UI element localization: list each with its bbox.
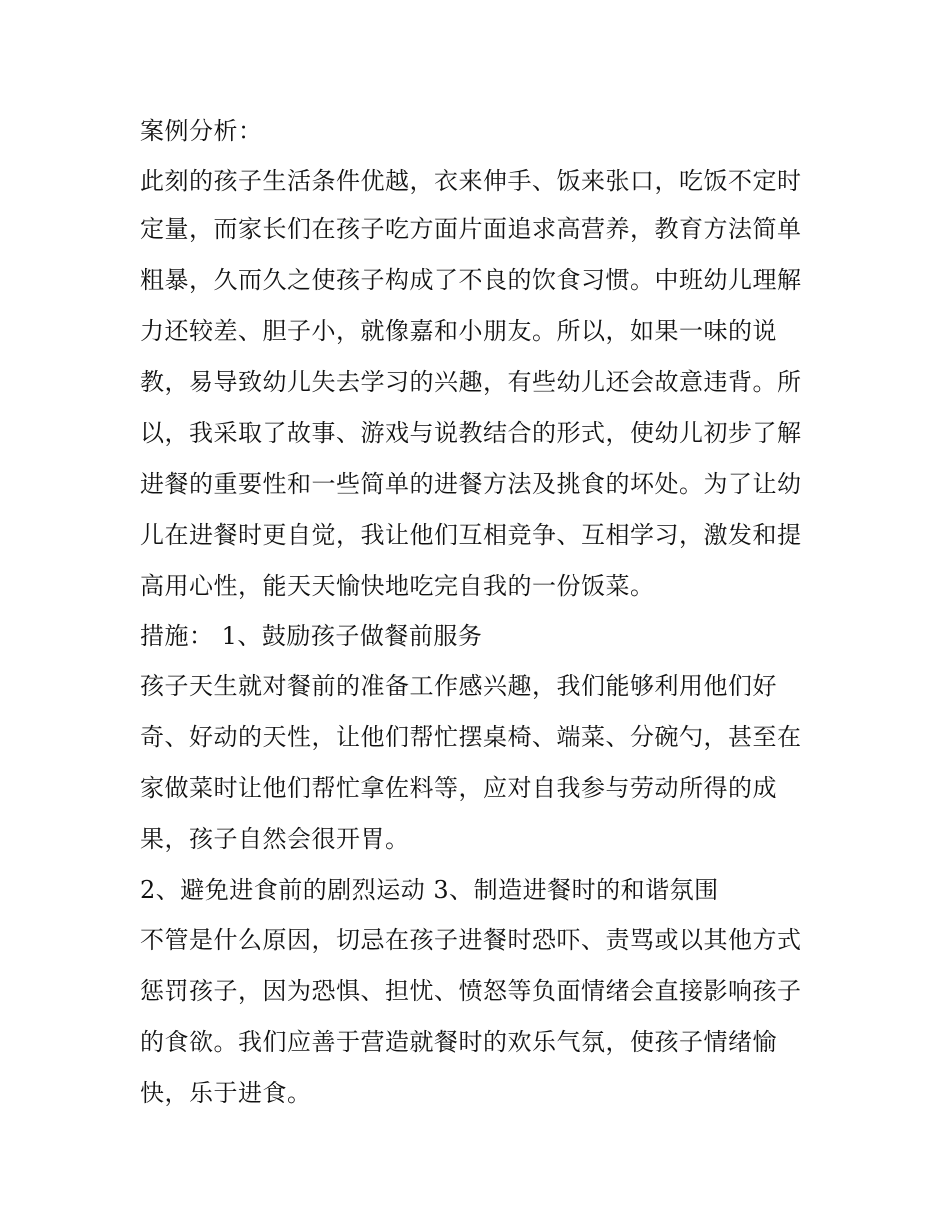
- analysis-line: 力还较差、胆子小，就像嘉和小朋友。所以，如果一味的说: [140, 317, 777, 345]
- analysis-line: 此刻的孩子生活条件优越，衣来伸手、饭来张口，吃饭不定时: [140, 167, 802, 195]
- analysis-line: 定量，而家长们在孩子吃方面片面追求高营养，教育方法简单: [140, 215, 802, 243]
- measure3-line: 惩罚孩子，因为恐惧、担忧、愤怒等负面情绪会直接影响孩子: [140, 977, 802, 1005]
- measure3-line: 不管是什么原因，切忌在孩子进餐时恐吓、责骂或以其他方式: [140, 926, 802, 954]
- measure3-line: 的食欲。我们应善于营造就餐时的欢乐气氛，使孩子情绪愉: [140, 1028, 777, 1056]
- measure1-line: 奇、好动的天性，让他们帮忙摆桌椅、端菜、分碗勺，甚至在: [140, 723, 802, 751]
- analysis-line: 粗暴，久而久之使孩子构成了不良的饮食习惯。中班幼儿理解: [140, 266, 802, 294]
- analysis-line: 高用心性，能天天愉快地吃完自我的一份饭菜。: [140, 572, 655, 600]
- section-heading-case-analysis: 案例分析：: [140, 117, 263, 145]
- analysis-line: 进餐的重要性和一些简单的进餐方法及挑食的坏处。为了让幼: [140, 470, 802, 498]
- measure1-line: 家做菜时让他们帮忙拿佐料等，应对自我参与劳动所得的成: [140, 774, 777, 802]
- measure1-line: 孩子天生就对餐前的准备工作感兴趣，我们能够利用他们好: [140, 672, 777, 700]
- measures-heading: 措施： 1、鼓励孩子做餐前服务: [140, 622, 483, 650]
- measures-2-3-heading: 2、避免进食前的剧烈运动 3、制造进餐时的和谐氛围: [140, 876, 719, 904]
- measure1-line: 果，孩子自然会很开胃。: [140, 825, 410, 853]
- analysis-line: 以，我采取了故事、游戏与说教结合的形式，使幼儿初步了解: [140, 419, 802, 447]
- measure3-line: 快，乐于进食。: [140, 1079, 312, 1107]
- analysis-line: 教，易导致幼儿失去学习的兴趣，有些幼儿还会故意违背。所: [140, 368, 802, 396]
- analysis-line: 儿在进餐时更自觉，我让他们互相竞争、互相学习，激发和提: [140, 521, 802, 549]
